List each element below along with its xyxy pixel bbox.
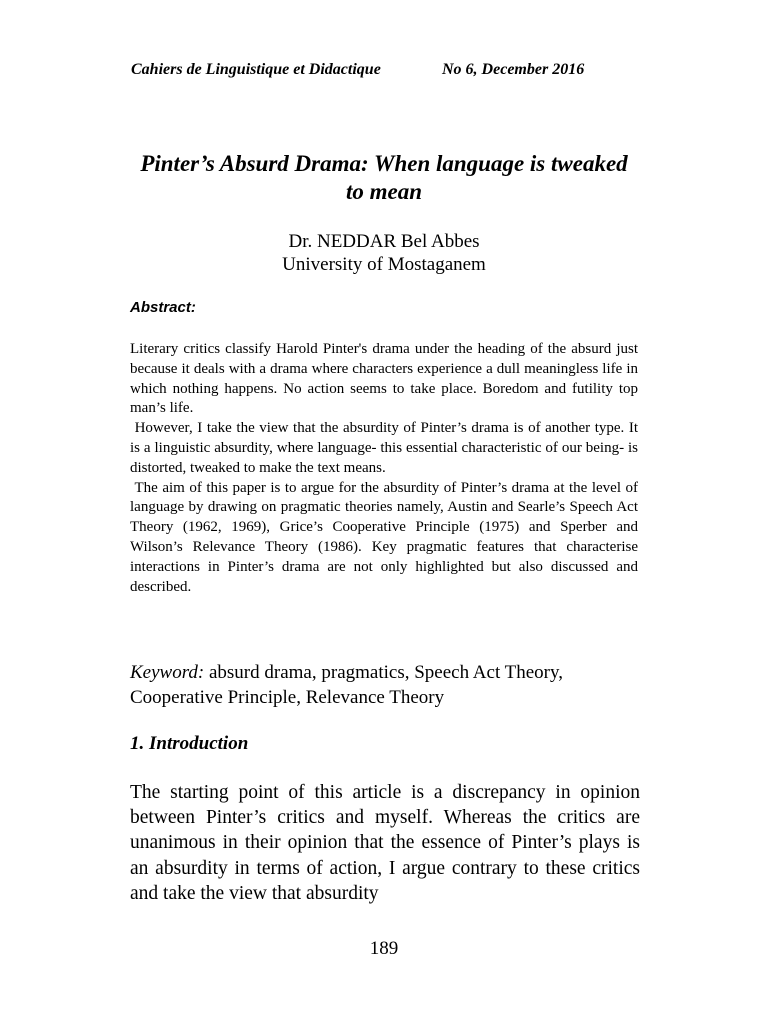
abstract-paragraph: Literary critics classify Harold Pinter's drama under the heading of the absurd just because it deals with a drama where characters experience a dull meaningless life in which nothing happens. No action seems to take place. Boredom and futility top man’s life. — [130, 341, 638, 417]
abstract-body — [130, 340, 642, 597]
author-affiliation: University of Mostaganem — [282, 254, 486, 275]
abstract-paragraph: The aim of this paper is to argue for the absurdity of Pinter’s drama at the level of language by drawing on pragmatic theories namely, Austin and Searle’s Speech Act Theory (1962, 1969), Grice’s Cooperative Principle (1975) and Sperber and Wilson’s Relevance Theory (1986). Key pragmatic features that characterise interactions in Pinter’s drama are not only highlighted but also discussed and described. — [130, 479, 642, 595]
article-title: Pinter’s Absurd Drama: When language is tweaked to mean — [140, 151, 628, 204]
keywords-text: absurd drama, pragmatics, Speech Act Theory, Cooperative Principle, Relevance Theory — [130, 662, 564, 708]
author-name: Dr. NEDDAR Bel Abbes — [288, 231, 480, 252]
journal-name: Cahiers de Linguistique et Didactique — [131, 61, 381, 78]
section-heading: 1. Introduction — [130, 733, 249, 754]
abstract-paragraph: However, I take the view that the absurdity of Pinter’s drama is of another type. It is a linguistic absurdity, where language- this essential characteristic of our being- is distorted, tweaked to make the text means. — [130, 420, 642, 476]
body-paragraph: The starting point of this article is a discrepancy in opinion between Pinter’s critics and myself. Whereas the critics are unanimous in their opinion that the essence of Pinter’s plays is an absurdity in terms of action, I argue contrary to these critics and take the view that absurdity — [130, 782, 640, 904]
abstract-heading: Abstract: — [130, 299, 196, 316]
author-block — [130, 230, 638, 276]
keywords-label: Keyword: — [130, 662, 205, 683]
keywords — [130, 660, 650, 710]
page-number: 189 — [369, 938, 399, 959]
issue-info: No 6, December 2016 — [442, 61, 585, 78]
section-body — [130, 780, 640, 906]
